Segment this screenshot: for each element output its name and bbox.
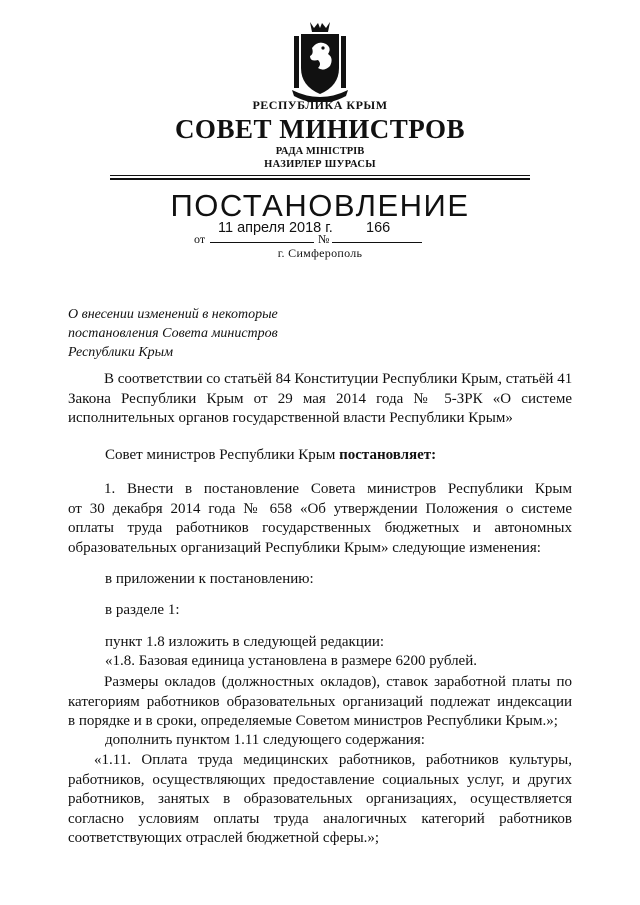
paragraph-line: работников, занятых в образовательных организациях, осуществляется <box>68 791 572 807</box>
date-underline <box>210 242 314 243</box>
point-1-11-intro: дополнить пунктом 1.11 следующего содержания: <box>105 732 425 748</box>
paragraph-line: Закона Республики Крым от 29 мая 2014 года № 5-ЗРК «О системе <box>68 390 572 407</box>
paragraph-line: В соответствии со статьёй 84 Конституции Республики Крым, статьёй 41 <box>104 371 573 387</box>
point-1-8-text: «1.8. Базовая единица установлена в размере 6200 рублей. <box>105 653 477 669</box>
appendix-paragraph: в приложении к постановлению: <box>105 571 314 587</box>
republic-name: РЕСПУБЛИКА КРЫМ <box>252 98 388 112</box>
council-title-crimean-tatar: НАЗИРЛЕР ШУРАСЫ <box>264 159 376 170</box>
paragraph-line: исполнительных органов государственной власти Республики Крым» <box>68 410 513 426</box>
paragraph-line: оплаты труда работников государственных бюджетных и автономных <box>68 520 572 536</box>
header-divider-thick <box>110 178 530 180</box>
resolves-prefix: Совет министров Республики Крым <box>105 447 340 463</box>
paragraph-line: работников, осуществляющих предоставление социальных услуг, и других <box>68 771 572 788</box>
date-label: от <box>194 232 206 246</box>
document-number: 166 <box>366 220 391 236</box>
number-underline <box>332 242 422 243</box>
paragraph-line: соответствующих отраслей бюджетной сферы.»; <box>68 830 380 846</box>
preamble-paragraph <box>68 370 572 429</box>
header-divider-thin <box>110 175 530 176</box>
paragraph-line: Размеры окладов (должностных окладов), ставок заработной платы по <box>104 674 572 690</box>
item-1-paragraph <box>68 480 572 558</box>
paragraph-line: «1.11. Оплата труда медицинских работников, работников культуры, <box>94 752 572 768</box>
paragraph-line: от 30 декабря 2014 года № 658 «Об утверждении Положения о системе <box>68 500 572 517</box>
document-type: ПОСТАНОВЛЕНИЕ <box>170 188 470 223</box>
resolves-paragraph <box>105 447 436 464</box>
point-1-11-paragraph <box>68 751 572 849</box>
point-1-8-intro: пункт 1.8 изложить в следующей редакции: <box>105 634 385 650</box>
paragraph-line: образовательных организаций Республики Крым» следующие изменения: <box>68 539 541 556</box>
subject-line: постановления Совета министров <box>68 326 278 341</box>
resolves-keyword: постановляет: <box>339 447 437 463</box>
crimea-coat-of-arms-icon <box>288 20 352 102</box>
document-subject <box>68 305 278 362</box>
number-label: № <box>318 232 330 246</box>
council-title-ukrainian: РАДА МІНІСТРІВ <box>275 146 365 157</box>
document-city: г. Симферополь <box>277 246 363 260</box>
paragraph-line: 1. Внести в постановление Совета министров Республики Крым <box>104 481 572 497</box>
council-title: СОВЕТ МИНИСТРОВ <box>174 114 466 144</box>
subject-line: О внесении изменений в некоторые <box>68 307 278 322</box>
paragraph-line: категориям работников образовательных организаций подлежат индексации <box>68 693 572 710</box>
subject-line: Республики Крым <box>68 345 174 360</box>
paragraph-line: согласно условиям оплаты труда аналогичных категорий работников <box>68 810 572 827</box>
section-paragraph: в разделе 1: <box>105 602 180 618</box>
paragraph-line: в порядке и в сроки, определяемые Советом министров Республики Крым.»; <box>68 713 558 729</box>
salary-indexation-paragraph <box>68 673 572 732</box>
document-date: 11 апреля 2018 г. <box>218 220 333 236</box>
coat-of-arms-emblem <box>288 20 352 102</box>
